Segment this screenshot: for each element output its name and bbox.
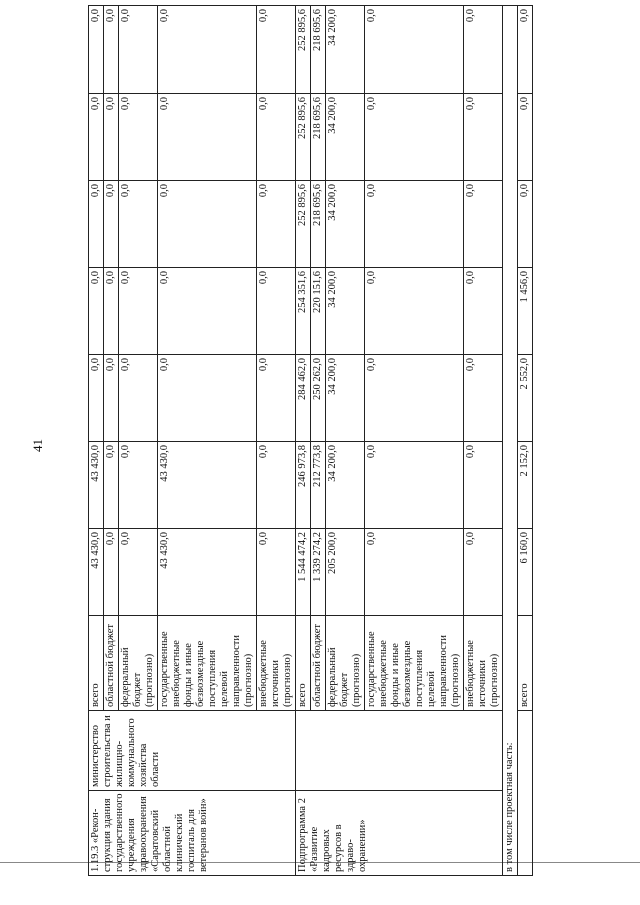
value-cell: 0,0 — [365, 94, 464, 181]
value-cell: 0,0 — [518, 6, 533, 94]
project-part-label: в том числе проектная часть: — [503, 6, 518, 876]
value-cell: 1 544 474,2 — [296, 529, 311, 616]
value-cell: 0,0 — [464, 529, 503, 616]
value-cell: 34 200,0 — [326, 94, 365, 181]
value-cell: 0,0 — [257, 529, 296, 616]
value-cell: 0,0 — [104, 6, 119, 94]
value-cell: 0,0 — [158, 6, 257, 94]
source-cell: федеральный бюджет (прогнозно) — [119, 616, 158, 711]
value-cell: 34 200,0 — [326, 355, 365, 442]
rotated-page-content — [88, 6, 628, 876]
value-cell: 0,0 — [89, 94, 104, 181]
value-cell: 6 160,0 — [518, 529, 533, 616]
value-cell: 2 152,0 — [518, 442, 533, 529]
table-row — [503, 6, 518, 876]
value-cell: 0,0 — [257, 94, 296, 181]
value-cell: 0,0 — [104, 181, 119, 268]
value-cell: 252 895,6 — [296, 6, 311, 94]
value-cell: 0,0 — [119, 442, 158, 529]
value-cell: 34 200,0 — [326, 6, 365, 94]
source-cell: внебюджетные источники (прогнозно) — [464, 616, 503, 711]
source-cell: внебюджетные источники (прогнозно) — [257, 616, 296, 711]
value-cell: 252 895,6 — [296, 181, 311, 268]
value-cell: 0,0 — [89, 355, 104, 442]
value-cell: 0,0 — [257, 181, 296, 268]
value-cell: 43 430,0 — [158, 529, 257, 616]
block1-rows — [89, 6, 296, 876]
value-cell: 0,0 — [518, 94, 533, 181]
block1-name: 1.19.3 «Рекон-струкция здания государственного учреждения здравоохранения «Саратовский областной клинический госпиталь для ветеранов войн» — [89, 791, 296, 876]
source-cell: всего — [296, 616, 311, 711]
block2-rows — [296, 6, 503, 876]
table-row — [518, 6, 533, 876]
value-cell: 0,0 — [464, 442, 503, 529]
source-cell: областной бюджет — [104, 616, 119, 711]
value-cell: 0,0 — [104, 94, 119, 181]
value-cell: 34 200,0 — [326, 181, 365, 268]
value-cell: 0,0 — [464, 268, 503, 355]
value-cell: 2 552,0 — [518, 355, 533, 442]
block2-executor — [296, 711, 503, 791]
value-cell: 0,0 — [119, 268, 158, 355]
block1-executor: министерство строительства и жилищно-коммунального хозяйства области — [89, 711, 296, 791]
empty-cell — [518, 711, 533, 876]
value-cell: 0,0 — [158, 181, 257, 268]
value-cell: 218 695,6 — [311, 181, 326, 268]
value-cell: 0,0 — [104, 355, 119, 442]
value-cell: 0,0 — [464, 181, 503, 268]
value-cell: 0,0 — [104, 529, 119, 616]
value-cell: 43 430,0 — [89, 442, 104, 529]
value-cell: 0,0 — [518, 181, 533, 268]
value-cell: 43 430,0 — [158, 442, 257, 529]
page-number: 41 — [30, 439, 45, 452]
value-cell: 0,0 — [257, 268, 296, 355]
budget-table — [88, 5, 533, 876]
value-cell: 1 456,0 — [518, 268, 533, 355]
value-cell: 0,0 — [104, 268, 119, 355]
value-cell: 0,0 — [365, 6, 464, 94]
value-cell: 0,0 — [365, 442, 464, 529]
value-cell: 0,0 — [464, 355, 503, 442]
value-cell: 0,0 — [89, 268, 104, 355]
value-cell: 0,0 — [365, 268, 464, 355]
value-cell: 0,0 — [365, 181, 464, 268]
value-cell: 0,0 — [464, 94, 503, 181]
value-cell: 0,0 — [158, 268, 257, 355]
project-part-rows — [503, 6, 533, 876]
value-cell: 34 200,0 — [326, 442, 365, 529]
value-cell: 205 200,0 — [326, 529, 365, 616]
value-cell: 218 695,6 — [311, 6, 326, 94]
value-cell: 220 151,6 — [311, 268, 326, 355]
block2-name: Подпрограмма 2 «Развитие кадровых ресурсов в здраво-охранении» — [296, 791, 503, 876]
value-cell: 0,0 — [119, 6, 158, 94]
value-cell: 0,0 — [89, 181, 104, 268]
table-row — [89, 6, 104, 876]
value-cell: 34 200,0 — [326, 268, 365, 355]
value-cell: 250 262,0 — [311, 355, 326, 442]
value-cell: 0,0 — [89, 6, 104, 94]
value-cell: 1 339 274,2 — [311, 529, 326, 616]
source-cell: всего — [89, 616, 104, 711]
value-cell: 284 462,0 — [296, 355, 311, 442]
value-cell: 252 895,6 — [296, 94, 311, 181]
value-cell: 0,0 — [257, 442, 296, 529]
value-cell: 43 430,0 — [89, 529, 104, 616]
value-cell: 218 695,6 — [311, 94, 326, 181]
value-cell: 246 973,8 — [296, 442, 311, 529]
value-cell: 0,0 — [365, 355, 464, 442]
value-cell: 0,0 — [119, 94, 158, 181]
value-cell: 212 773,8 — [311, 442, 326, 529]
value-cell: 0,0 — [104, 442, 119, 529]
value-cell: 0,0 — [257, 355, 296, 442]
table-row — [296, 6, 311, 876]
value-cell: 0,0 — [119, 181, 158, 268]
value-cell: 254 351,6 — [296, 268, 311, 355]
source-cell: государственные внебюджетные фонды и иные безвозмездные поступления целевой направленности (прогнозно) — [365, 616, 464, 711]
source-cell: областной бюджет — [311, 616, 326, 711]
value-cell: 0,0 — [158, 355, 257, 442]
value-cell: 0,0 — [365, 529, 464, 616]
source-cell: государственные внебюджетные фонды и иные безвозмездные поступления целевой направленности (прогнозно) — [158, 616, 257, 711]
value-cell: 0,0 — [464, 6, 503, 94]
value-cell: 0,0 — [158, 94, 257, 181]
value-cell: 0,0 — [119, 529, 158, 616]
source-cell: всего — [518, 616, 533, 711]
value-cell: 0,0 — [119, 355, 158, 442]
source-cell: федеральный бюджет (прогнозно) — [326, 616, 365, 711]
value-cell: 0,0 — [257, 6, 296, 94]
